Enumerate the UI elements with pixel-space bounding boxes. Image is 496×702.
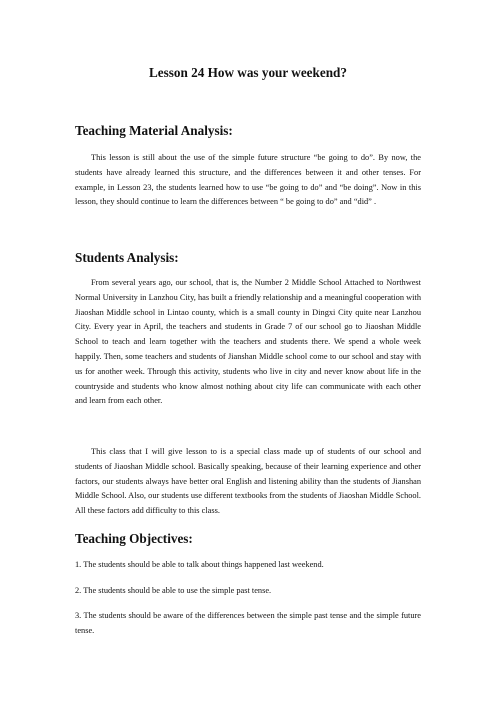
section-heading-students-analysis: Students Analysis: (75, 250, 179, 265)
paragraph-students-analysis-2: This class that I will give lesson to is a special class made up of students of our school and students of Jiaoshan Middle school. Basically speaking, because of their learning experience and other factors, our students always have better oral English and listening ability than the students of Jianshan Middle School. Also, our students use different textbooks from the students of Jiaoshan Middle School. All these factors add difficulty to this class. (75, 447, 421, 516)
document-title: Lesson 24 How was your weekend? (149, 65, 347, 80)
section-heading-teaching-objectives: Teaching Objectives: (75, 531, 193, 546)
paragraph-teaching-material: This lesson is still about the use of the simple future structure “be going to do”. By now, the students have already learned this structure, and the differences between it and other tenses. For example, in Lesson 23, the students learned how to use “be going to do” and “be doing”. Now in this lesson, they should continue to learn the differences between “ be going to do” and “did” . (75, 153, 421, 207)
objective-item-2: 2. The students should be able to use the simple past tense. (75, 586, 272, 595)
section-heading-teaching-material: Teaching Material Analysis: (75, 123, 233, 138)
paragraph-students-analysis-1: From several years ago, our school, that is, the Number 2 Middle School Attached to Northwest Normal University in Lanzhou City, has built a friendly relationship and a meaningful cooperation with Jiaoshan Middle school in Lintao county, which is a small county in Dingxi City quite near Lanzhou City. Every year in April, the teachers and students in Grade 7 of our school go to Jiaoshan Middle School to teach and learn together with the teachers and students there. We spend a whole week happily. Then, some teachers and students of Jianshan Middle school come to our school and stay with us for another week. Through this activity, students who live in city and never know about life in the countryside and students who know almost nothing about city life can communicate with each other and learn from each other. (75, 278, 421, 406)
objective-item-1: 1. The students should be able to talk about things happened last weekend. (75, 560, 324, 569)
objective-item-3: 3. The students should be aware of the differences between the simple past tense and the simple future tense. (75, 611, 421, 635)
